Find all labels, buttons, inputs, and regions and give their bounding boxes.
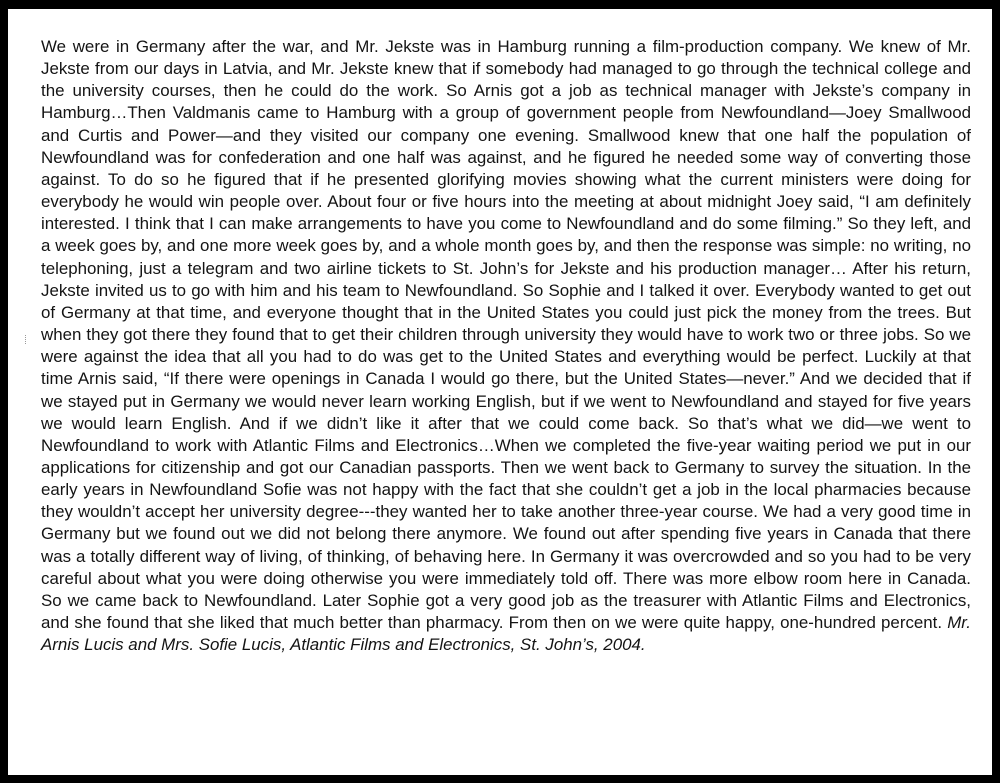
document-page <box>8 9 992 775</box>
quote-paragraph <box>41 36 971 656</box>
stray-mark <box>25 335 29 344</box>
quote-attribution: Mr. Arnis Lucis and Mrs. Sofie Lucis, Atlantic Films and Electronics, St. John’s, 2004. <box>41 613 971 655</box>
quote-body: We were in Germany after the war, and Mr. Jekste was in Hamburg running a film-production company. We knew of Mr. Jekste from our days in Latvia, and Mr. Jekste knew that if somebody had managed to go through the technical college and the university courses, then he could do the work. So Arnis got a job as technical manager with Jekste’s company in Hamburg…Then Valdmanis came to Hamburg with a group of government people from Newfoundland—Joey Smallwood and Curtis and Power—and they visited our company one evening. Smallwood knew that one half the population of Newfoundland was for confederation and one half was against, and he figured he needed some way of converting those against. To do so he figured that if he presented glorifying movies showing what the current ministers were doing for everybody he would win people over. About four or five hours into the meeting at about midnight Joey said, “I am definitely interested. I think that I can make arrangements to have you come to Newfoundland and do some filming.” So they left, and a week goes by, and one more week goes by, and a whole month goes by, and then the response was simple: no writing, no telephoning, just a telegram and two airline tickets to St. John’s for Jekste and his production manager… After his return, Jekste invited us to go with him and his team to Newfoundland. So Sophie and I talked it over. Everybody wanted to get out of Germany at that time, and everyone thought that in the United States you could just pick the money from the trees. But when they got there they found that to get their children through university they would have to work two or three jobs. So we were against the idea that all you had to do was get to the United States and everything would be perfect. Luckily at that time Arnis said, “If there were openings in Canada I would go there, but the United States—never.” And we decided that if we stayed put in Germany we would never learn working English, but if we went to Newfoundland and stayed for five years we would learn English. And if we didn’t like it after that we could come back. So that’s what we did—we went to Newfoundland to work with Atlantic Films and Electronics…When we completed the five-year waiting period we put in our applications for citizenship and got our Canadian passports. Then we went back to Germany to survey the situation. In the early years in Newfoundland Sofie was not happy with the fact that she couldn’t get a job in the local pharmacies because they wouldn’t accept her university degree---they wanted her to take another three-year course. We had a very good time in Germany but we found out we did not belong there anymore. We found out after spending five years in Canada that there was a totally different way of living, of thinking, of behaving here. In Germany it was overcrowded and so you had to be very careful about what you were doing otherwise you were immediately told off. There was more elbow room here in Canada. So we came back to Newfoundland. Later Sophie got a very good job as the treasurer with Atlantic Films and Electronics, and she found that she liked that much better than pharmacy. From then on we were quite happy, one-hundred percent. <box>41 37 971 633</box>
